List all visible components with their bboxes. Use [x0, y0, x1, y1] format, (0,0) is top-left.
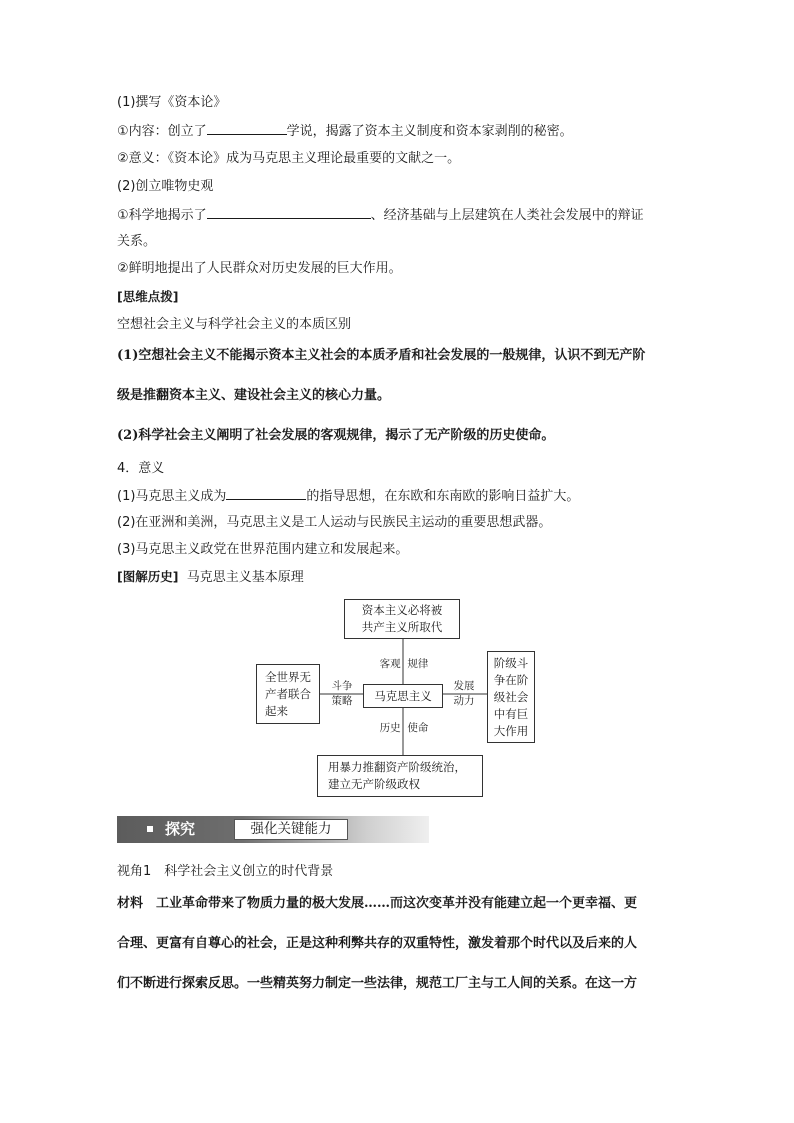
- left-box-line-3: 起来: [265, 703, 288, 718]
- materialism-prefix: ①科学地揭示了: [117, 208, 207, 223]
- bottom-box-line-2: 建立无产阶级政权: [328, 777, 420, 791]
- capital-content-suffix: 学说，揭露了资本主义制度和资本家剥削的秘密。: [286, 124, 573, 139]
- significance-item-3: (3)马克思主义政党在世界范围内建立和发展起来。: [117, 542, 409, 557]
- material-line-1: 材料 工业革命带来了物质力量的极大发展……而这次变革并没有能建立起一个更幸福、更: [117, 896, 638, 911]
- diagram-left-box: [256, 664, 320, 724]
- relation-label-right: [447, 679, 481, 709]
- material-line-2: 合理、更富有自尊心的社会，正是这种利弊共存的双重特性，激发着那个时代以及后来的人: [117, 936, 638, 951]
- center-box-label: 马克思主义: [374, 688, 432, 703]
- right-box-line-5: 大作用: [493, 723, 529, 738]
- answer-blank-3: [226, 487, 306, 500]
- capital-content-prefix: ①内容：创立了: [117, 124, 207, 139]
- thinking-p2: (2)科学社会主义阐明了社会发展的客观规律，揭示了无产阶级的历史使命。: [117, 428, 555, 443]
- diagram-bottom-box: [317, 755, 483, 797]
- significance-item-1-suffix: 的指导思想，在东欧和东南欧的影响日益扩大。: [306, 489, 580, 504]
- relation-label-left: [325, 679, 359, 709]
- capital-content-line: [117, 122, 573, 141]
- subheading-historical-materialism: (2)创立唯物史观: [117, 179, 214, 194]
- capital-significance-line: ②意义：《资本论》成为马克思主义理论最重要的文献之一。: [117, 151, 461, 166]
- bottom-box-line-1: 用暴力推翻资产阶级统治，: [328, 760, 466, 774]
- explore-subtitle: 强化关键能力: [234, 819, 348, 840]
- right-rel-line-2: 动力: [453, 695, 475, 707]
- left-rel-line-1: 斗争: [331, 680, 353, 692]
- top-box-line-2: 共产主义所取代: [361, 620, 443, 634]
- left-rel-line-2: 策略: [331, 695, 353, 707]
- right-box-line-1: 阶级斗: [493, 655, 529, 670]
- perspective-heading: 视角1 科学社会主义创立的时代背景: [117, 864, 334, 879]
- left-box-line-1: 全世界无: [265, 669, 311, 684]
- square-bullet-icon: [147, 826, 153, 832]
- significance-item-1-prefix: (1)马克思主义成为: [117, 489, 227, 504]
- illustration-tag: [图解历史]: [117, 569, 179, 584]
- thinking-tip-tag: [思维点拨]: [117, 289, 179, 304]
- significance-item-2: (2)在亚洲和美洲，马克思主义是工人运动与民族民主运动的重要思想武器。: [117, 515, 552, 530]
- thinking-tip-title: 空想社会主义与科学社会主义的本质区别: [117, 317, 352, 332]
- materialism-suffix: 、经济基础与上层建筑在人类社会发展中的辩证: [370, 208, 644, 223]
- significance-heading: 4．意义: [117, 461, 165, 476]
- right-box-line-2: 争在阶: [493, 672, 529, 687]
- top-box-line-1: 资本主义必将被: [361, 603, 443, 617]
- illustration-heading: [117, 568, 304, 587]
- explore-title: 探究: [165, 820, 196, 838]
- materialism-line-2: 关系。: [117, 234, 157, 249]
- masses-role-line: ②鲜明地提出了人民群众对历史发展的巨大作用。: [117, 261, 402, 276]
- answer-blank-1: [207, 122, 287, 135]
- relation-label-top: 客观 规律: [379, 658, 429, 670]
- material-line-3: 们不断进行探索反思。一些精英努力制定一些法律，规范工厂主与工人间的关系。在这一方: [117, 976, 638, 991]
- right-box-line-3: 级社会: [493, 689, 529, 704]
- illustration-title: 马克思主义基本原理: [186, 570, 304, 585]
- right-box-line-4: 中有巨: [493, 706, 529, 721]
- subheading-capital: (1)撰写《资本论》: [117, 95, 227, 110]
- diagram-top-box: [344, 599, 460, 639]
- thinking-p1-line2: 级是推翻资本主义、建设社会主义的核心力量。: [117, 388, 391, 403]
- thinking-p1-line1: (1)空想社会主义不能揭示资本主义社会的本质矛盾和社会发展的一般规律，认识不到无产阶: [117, 348, 646, 363]
- diagram-right-box: [487, 651, 535, 743]
- relation-label-bottom: 历史 使命: [379, 722, 429, 734]
- left-box-line-2: 产者联合: [265, 686, 311, 701]
- diagram-center-box: [363, 684, 443, 708]
- answer-blank-2: [207, 206, 371, 219]
- materialism-line-1: [117, 206, 644, 225]
- right-rel-line-1: 发展: [453, 680, 475, 692]
- significance-item-1: [117, 487, 579, 506]
